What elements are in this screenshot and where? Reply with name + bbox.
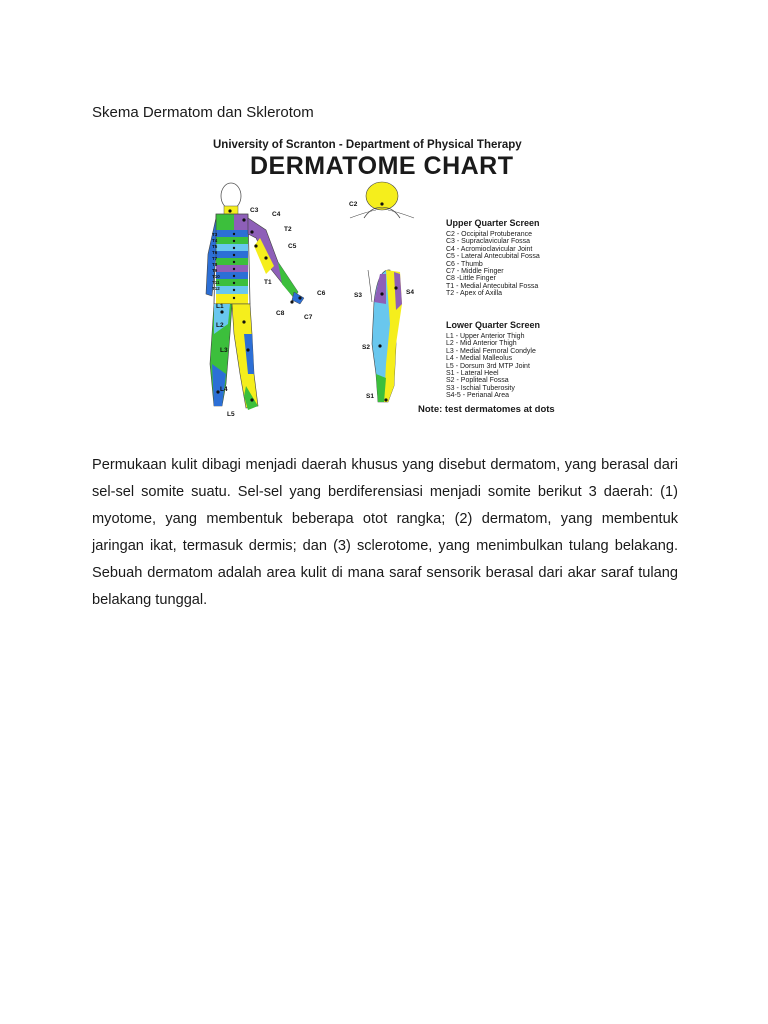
region-t9: [216, 272, 248, 279]
label-s1: S1: [366, 393, 374, 400]
label-c7: C7: [304, 314, 313, 321]
front-body-figure: [206, 183, 326, 418]
legend-item: C2 - Occipital Protuberance: [446, 231, 532, 238]
label-c5: C5: [288, 243, 297, 250]
legend-item: C7 - Middle Finger: [446, 268, 504, 276]
label-t2: T2: [284, 226, 292, 233]
lower-quarter-legend: [446, 320, 540, 400]
legend-item: L2 - Mid Anterior Thigh: [446, 340, 517, 348]
upper-quarter-title: Upper Quarter Screen: [446, 218, 540, 228]
label-t5: T5: [212, 244, 218, 249]
legend-item: C4 - Acromioclavicular Joint: [446, 245, 533, 253]
lower-quarter-title: Lower Quarter Screen: [446, 320, 541, 330]
region-t6: [216, 251, 248, 258]
label-s4: S4: [406, 289, 414, 296]
legend-item: C3 - Supraclavicular Fossa: [446, 238, 531, 246]
label-l3: L3: [220, 347, 228, 354]
region-t7: [216, 258, 248, 265]
label-c2: C2: [349, 201, 358, 208]
label-s3: S3: [354, 292, 362, 299]
region-t3: [216, 230, 248, 237]
label-l2: L2: [216, 322, 224, 329]
region-c4: [216, 214, 234, 230]
label-t6: T6: [212, 250, 218, 255]
region-t8: [216, 265, 248, 272]
legend-item: C6 - Thumb: [446, 260, 483, 268]
legend-item: S2 - Popliteal Fossa: [446, 377, 509, 385]
label-t7: T7: [212, 256, 218, 261]
right-hand: [292, 292, 304, 304]
head-back-figure: [349, 182, 414, 218]
chart-title: DERMATOME CHART: [250, 152, 514, 180]
label-t11: T11: [212, 280, 220, 285]
label-t4: T4: [212, 238, 218, 243]
region-t10: [216, 279, 248, 286]
front-head: [221, 183, 241, 209]
back-head: [366, 182, 398, 210]
upper-quarter-legend: [446, 218, 540, 298]
body-paragraph: Permukaan kulit dibagi menjadi daerah khusus yang disebut dermatom, yang berasal dari sel-sel somite suatu. Sel-sel yang berdiferensiasi menjadi somite berikut 3 daerah: (1) myotome, yang membentuk beberapa otot rangka; (2) dermatom, yang membentuk jaringan ikat, termasuk dermis; dan (3) sclerotome, yang menimbulkan tulang belakang. Sebuah dermatom adalah area kulit di mana saraf sensorik berasal dari akar saraf tulang belakang tunggal.: [92, 457, 678, 609]
label-s2: S2: [362, 344, 370, 351]
label-c8: C8: [276, 310, 285, 317]
label-t9: T9: [212, 268, 218, 273]
legend-item: L1 - Upper Anterior Thigh: [446, 333, 525, 340]
leg-back-figure: [354, 270, 414, 402]
page-heading: Skema Dermatom dan Sklerotom: [92, 104, 314, 121]
label-t3: T3: [212, 232, 218, 237]
region-c4-right: [234, 214, 248, 230]
label-t10: T10: [212, 274, 220, 279]
legend-item: S3 - Ischial Tuberosity: [446, 384, 515, 392]
label-c6: C6: [317, 290, 326, 297]
legend-item: C5 - Lateral Antecubital Fossa: [446, 253, 540, 261]
region-t4: [216, 237, 248, 244]
label-t12: T12: [212, 286, 220, 291]
legend-item: C8 -Little Finger: [446, 275, 496, 283]
region-t5: [216, 244, 248, 251]
label-l4: L4: [220, 386, 228, 393]
label-l1: L1: [216, 303, 224, 310]
region-t11: [216, 286, 248, 294]
dermatome-chart-figure: [200, 134, 570, 424]
label-l5: L5: [227, 411, 235, 418]
label-t8: T8: [212, 262, 218, 267]
legend-item: S4-5 - Perianal Area: [446, 392, 510, 400]
legend-item: T1 - Medial Antecubital Fossa: [446, 282, 539, 290]
legend-item: L3 - Medial Femoral Condyle: [446, 347, 536, 355]
label-c3: C3: [250, 207, 259, 214]
c2-dot: [380, 202, 383, 205]
chart-institution: University of Scranton - Department of Physical Therapy: [213, 139, 522, 151]
legend-item: L5 - Dorsum 3rd MTP Joint: [446, 362, 530, 370]
legend-item: T2 - Apex of Axilla: [446, 290, 503, 298]
label-c4: C4: [272, 211, 281, 218]
chart-note: Note: test dermatomes at dots: [418, 404, 555, 415]
label-t1: T1: [264, 279, 272, 286]
legend-item: S1 - Lateral Heel: [446, 370, 499, 378]
legend-item: L4 - Medial Malleolus: [446, 355, 513, 363]
